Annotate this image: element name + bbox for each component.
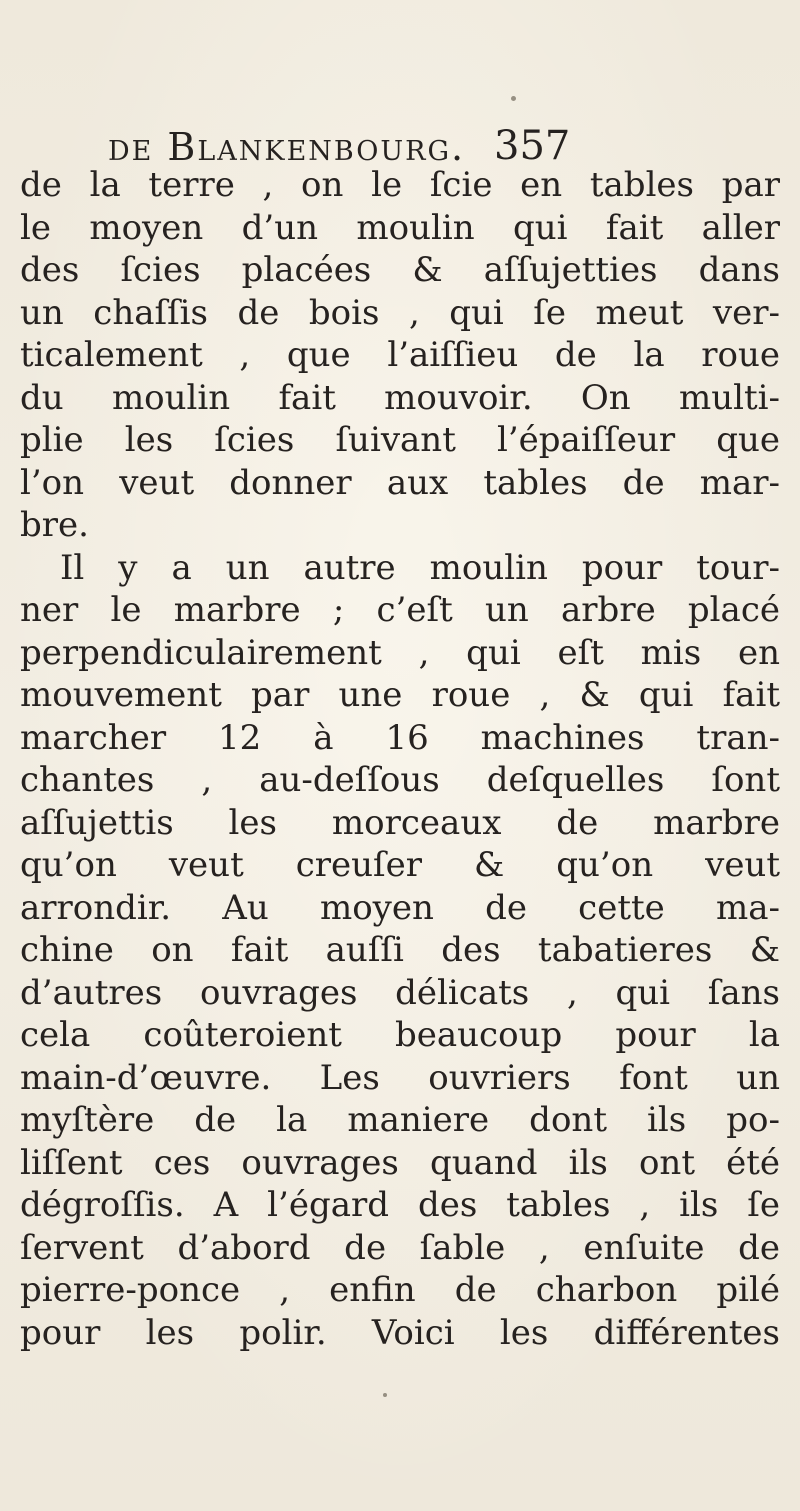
text-line: bre.	[20, 505, 89, 545]
text-line: ſervent d’abord de ſable , enſuite de	[20, 1227, 780, 1268]
text-line: de la terre , on le ſcie en tables par	[20, 165, 780, 205]
text-line: perpendiculairement , qui eſt mis en	[20, 632, 780, 673]
text-line: ticalement , que l’aiſſieu de la roue	[20, 335, 780, 375]
text-line: pour les polir. Voici les différentes	[20, 1312, 780, 1353]
text-line: dégroſſis. A l’égard des tables , ils ſe	[20, 1185, 780, 1225]
text-line: chine on fait auſſi des tabatieres &	[20, 930, 780, 970]
text-line: chantes , au-deſſous deſquelles ſont	[20, 760, 780, 800]
text-line: d’autres ouvrages délicats , qui ſans	[20, 972, 780, 1013]
running-title: de Blankenbourg.	[108, 125, 466, 169]
text-line: pierre-ponce , enfin de charbon pilé	[20, 1270, 780, 1310]
text-line: main-d’œuvre. Les ouvriers font un	[20, 1057, 780, 1098]
text-line: mouvement par une roue , & qui fait	[20, 675, 780, 715]
text-line: l’on veut donner aux tables de mar-	[20, 462, 780, 503]
text-line: plie les ſcies ſuivant l’épaiſſeur que	[20, 420, 780, 460]
text-line: un chaſſis de bois , qui ſe meut ver-	[20, 292, 780, 333]
text-line: le moyen d’un moulin qui fait aller	[20, 207, 780, 248]
text-line: myſtère de la maniere dont ils po-	[20, 1100, 780, 1140]
text-line: ner le marbre ; c’eſt un arbre placé	[20, 590, 780, 630]
ink-speck	[511, 96, 516, 101]
text-line: Il y a un autre moulin pour tour-	[60, 547, 780, 588]
text-line: liſſent ces ouvrages quand ils ont été	[20, 1142, 780, 1183]
text-line: des ſcies placées & aſſujetties dans	[20, 250, 780, 290]
text-line: aſſujettis les morceaux de marbre	[20, 802, 780, 843]
text-line: du moulin fait mouvoir. On multi-	[20, 377, 780, 418]
text-line: qu’on veut creuſer & qu’on veut	[20, 845, 780, 885]
text-line: marcher 12 à 16 machines tran-	[20, 717, 780, 758]
text-line: arrondir. Au moyen de cette ma-	[20, 887, 780, 928]
page-number: 357	[494, 123, 571, 169]
text-line: cela coûteroient beaucoup pour la	[20, 1015, 780, 1055]
body-text	[20, 164, 780, 1354]
ink-speck	[383, 1393, 387, 1397]
